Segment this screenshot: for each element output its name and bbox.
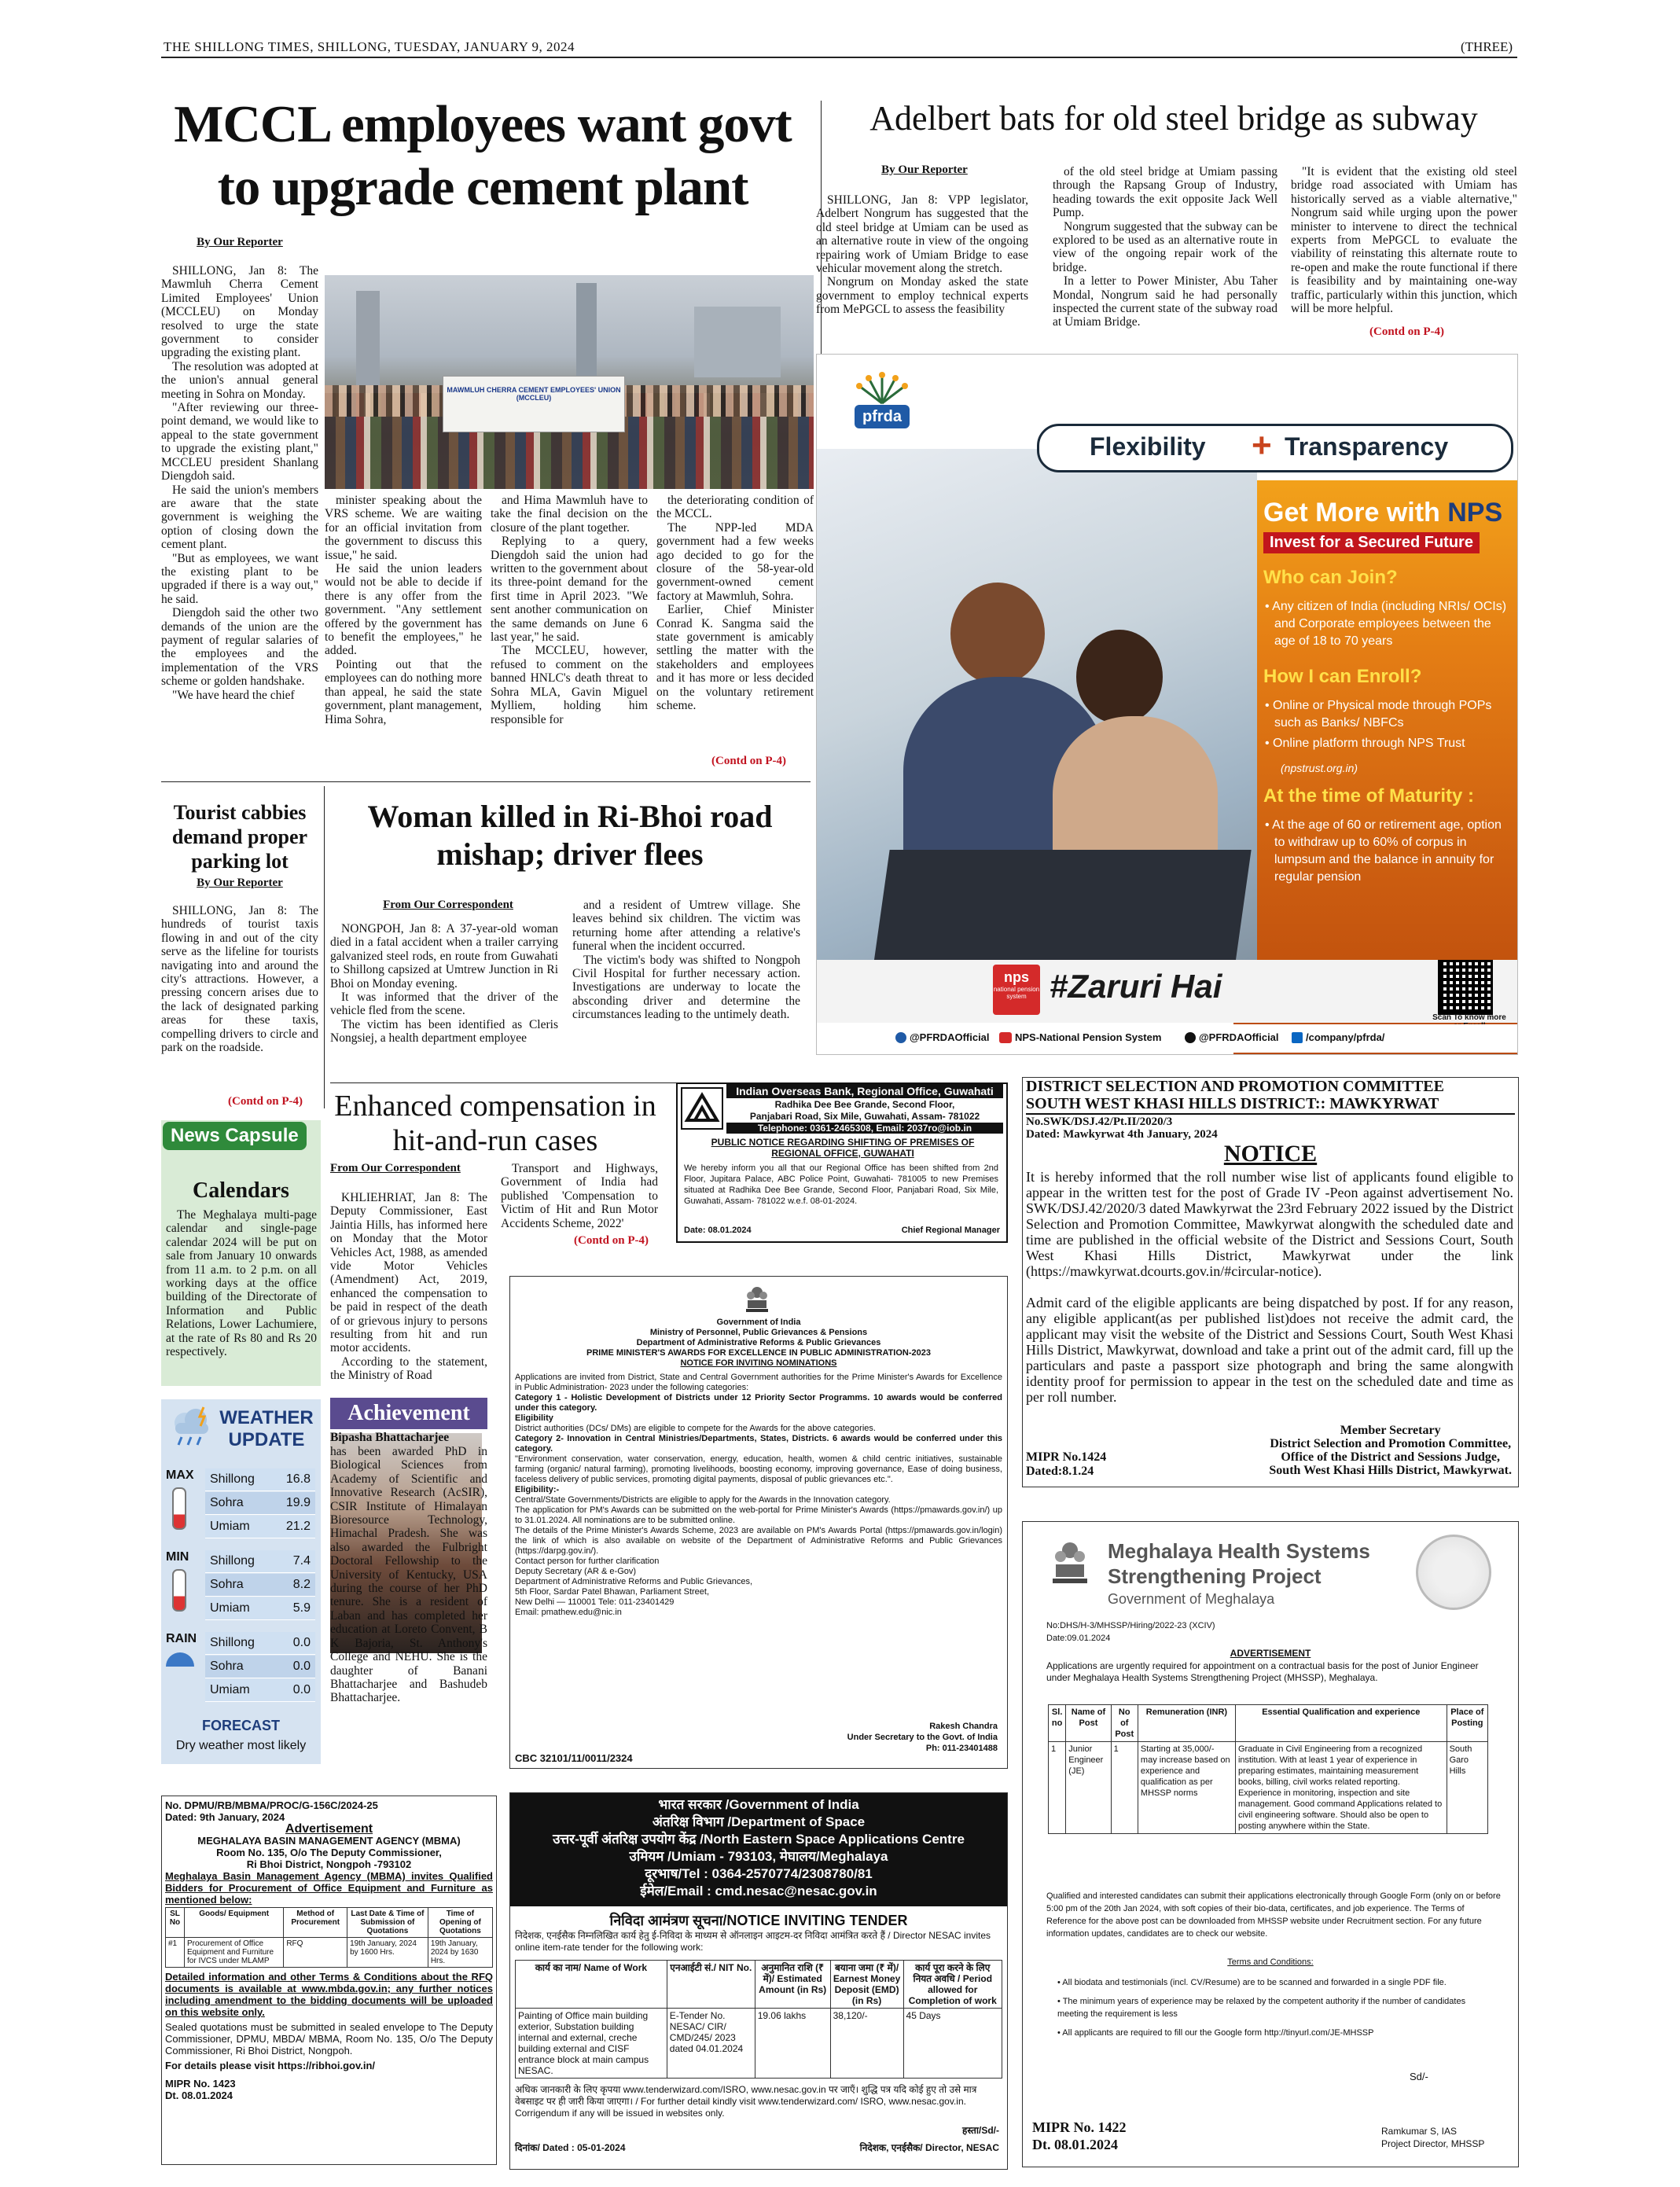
meghalaya-emblem-icon <box>1046 1538 1094 1593</box>
umbrella-icon <box>166 1652 194 1667</box>
dspc-sign3: Office of the District and Sessions Judge, <box>1281 1450 1501 1464</box>
paragraph: According to the statement, the Ministry of Road <box>330 1354 487 1383</box>
mhssp-apply: Qualified and interested candidates can submit their applications electronically through Google Form (only on or before 5:00 pm of the 20th Jan 2024, with soft copies of their bio-data, certificates, and job experience. The Terms of Reference for the above post can be downloaded from MHSSP website under Recruitment section. For any future information updates, candidates are to check our website. <box>1046 1891 1501 1939</box>
goi-paragraph: Applications are invited from District, State and Central Government authorities for the Prime Minister's Awards for Excellence in Public Administration- 2023 under the following categories: <box>515 1373 1002 1392</box>
goi-paragraph: Eligibility <box>515 1413 553 1423</box>
nesac-l4: उमियम /Umiam - 793103, मेघालय/Meghalaya <box>629 1849 888 1864</box>
mbma-intro: Meghalaya Basin Management Agency (MBMA) invites Qualified Bidders for Procurement of Office Equipment and Furniture as mentioned below: <box>165 1870 493 1906</box>
mhssp-ref: No:DHS/H-3/MHSSP/Hiring/2022-23 (XCIV) <box>1046 1621 1215 1630</box>
forecast-text: Dry weather most likely <box>175 1739 307 1752</box>
tourist-byline: By Our Reporter <box>197 877 283 889</box>
nesac-l2: अंतरिक्ष विभाग /Department of Space <box>652 1814 866 1829</box>
nps-headline-a: Get More with <box>1263 498 1448 527</box>
bullet-item: • Any citizen of India (including NRIs/ OCIs) and Corporate employees between the age of 18 to 70 years <box>1265 600 1507 648</box>
paragraph: Earlier, Chief Minister Conrad K. Sangma said the state government is amicably settling the matter with the stakeholders and employees and it has more or less decided on the voluntary retirement scheme. <box>656 603 814 713</box>
mbma-table <box>165 1907 493 1968</box>
tourist-divider <box>324 786 325 1108</box>
mhssp-logo-icon <box>1416 1535 1491 1610</box>
nps-ad <box>816 354 1518 1055</box>
table-header-cell: Name of Post <box>1066 1705 1111 1742</box>
goi-paragraph: The details of the Prime Minister's Awards Scheme, 2023 are available on PM's Awards Portal (https://pmawards.gov.in/login) the link of which is also available on website of the Department of Administrative Reforms and Public Grievances (https://darpg.gov.in/). <box>515 1526 1002 1556</box>
table-cell: Procurement of Office Equipment and Furniture for IVCS under MLAMP <box>185 1938 284 1968</box>
dspc-body2: Admit card of the eligible applicants are being dispatched by post. If for any reason, any eligible applicant(as per published list)does not receive the admit card, the applicant may visit the website of the District and Sessions Court, South West Khasi Hills District, Mawkyrwat, download and take a print out of the admit card, fill up the particulars and paste a passport size photograph and bring the same alongwith identity proof for permission to appear in the test on the scheduled date and time as per roll number. <box>1026 1295 1513 1405</box>
nesac-dir: निदेशक, एनईसैक/ Director, NESAC <box>859 2142 999 2153</box>
table-header-cell: No of Post <box>1111 1705 1138 1742</box>
dspc-dated: Dated: Mawkyrwat 4th January, 2024 <box>1026 1128 1218 1141</box>
iob-notice-title: PUBLIC NOTICE REGARDING SHIFTING OF PREMISES OF REGIONAL OFFICE, GUWAHATI <box>711 1137 975 1159</box>
iob-ad <box>676 1082 1008 1243</box>
paragraph: KHLIEHRIAT, Jan 8: The Deputy Commissioner, East Jaintia Hills, has informed here on Monday that the Motor Vehicles Act, 1988, as amended vide Motor Vehicles (Amendment) Act, 2019, enhanced the compensation to be paid in respect of the death of or grievous injury to persons resulting from hit and run motor accidents. <box>330 1191 487 1355</box>
weather-value: 0.0 <box>292 1683 311 1696</box>
maturity-title: At the time of Maturity : <box>1263 785 1474 807</box>
mbma-dt: Dt. 08.01.2024 <box>165 2090 233 2101</box>
table-header-cell: Last Date & Time of Submission of Quotations <box>347 1908 428 1938</box>
mbma-mipr: MIPR No. 1423 <box>165 2078 236 2090</box>
goi-h5: NOTICE FOR INVITING NOMINATIONS <box>680 1358 837 1368</box>
nesac-table <box>515 1960 1002 2079</box>
goi-paragraph: Category 2- Innovation in Central Ministries/Departments, States, Districts. 6 awards would be conferred under this category. <box>515 1434 1002 1454</box>
paragraph: Nongrum suggested that the subway can be explored to be used as an alternative route in view of the ongoing repair work of the bridge. <box>1053 219 1277 274</box>
mccl-headline: MCCL employees want govt to upgrade cement plant <box>174 95 792 216</box>
paragraph: SHILLONG, Jan 8: The hundreds of tourist taxis flowing in and out of the city serve as the lifeline for tourists navigating into and around the city's attractions. However, a pressing concern arises due to the lack of designated parking areas for these taxis, compelling drivers to circle and park on the roadside. <box>161 904 318 1055</box>
paragraph: "It is evident that the existing old steel bridge road associated with Umiam has historically served as a viable alternative," Nongrum said while urging upon the power minister to intervene to direct the technical experts from MePGCL to evaluate the viability of reinstating this alternate route to re-open and make the route functional if there is feasibility and by maintaining one-way traffic, particularly within this junction, which will be more helpful. <box>1291 165 1517 316</box>
table-header-cell: Essential Qualification and experience <box>1235 1705 1447 1742</box>
paragraph: NONGPOH, Jan 8: A 37-year-old woman died in a fatal accident when a trailer carrying galvanized steel rods, en route from Guwahati to Shillong capsized at Umtrew Junction in Ri Bhoi on Monday evening. <box>330 922 558 991</box>
tourist-body <box>161 904 318 1054</box>
paragraph: It was informed that the driver of the vehicle fled from the scene. <box>330 991 558 1018</box>
dspc-ref: No.SWK/DSJ.42/Pt.II/2020/3 <box>1026 1116 1173 1128</box>
nps-photo <box>817 449 1257 991</box>
hitrun-headline: Enhanced compensation in hit-and-run cases <box>334 1090 656 1157</box>
table-header-cell: SL No <box>166 1908 185 1938</box>
weather-value: 5.9 <box>292 1601 311 1615</box>
iob-phone: Telephone: 0361-2465308, Email: 2037ro@iob.in <box>726 1123 1003 1134</box>
weather-row <box>205 1468 315 1491</box>
table-header-cell: अनुमानित राशि (₹ में)/ Estimated Amount (in Rs) <box>755 1961 830 2009</box>
flex-pill <box>1037 424 1513 472</box>
pill-plus: + <box>1252 426 1272 465</box>
hitrun-col2 <box>501 1162 658 1230</box>
social-facebook-icon <box>895 1032 906 1043</box>
table-cell: Graduate in Civil Engineering from a recognized institution. With at least 1 year of experience in preparing estimates, maintaining measurement books, billing, civil works related reporting. Experience in monitoring, inspection and site management. Good command Applications related to civil engineering software. Should also be open to posting anywhere within the State. <box>1235 1742 1447 1834</box>
mhssp-terms <box>1057 1976 1498 2045</box>
weather-station: Sohra <box>210 1578 244 1591</box>
mbma-note1: Detailed information and other Terms & Conditions about the RFQ documents is available at www.mbda.gov.in; any further notices including amendment to the bidding documents will be uploaded on this website only. <box>165 1971 493 2018</box>
nesac-date: दिनांक/ Dated : 05-01-2024 <box>515 2142 626 2153</box>
goi-paragraph: District authorities (DCs/ DMs) are eligible to compete for the Awards for the above categories. <box>515 1424 876 1433</box>
table-cell: 19th January, 2024 by 1630 Hrs. <box>428 1938 492 1968</box>
goi-paragraph: Contact person for further clarification <box>515 1557 660 1566</box>
weather-group-label: MAX <box>166 1468 194 1482</box>
nps-logo-box <box>993 965 1040 1015</box>
tourist-headline: Tourist cabbies demand proper parking lot <box>171 801 308 873</box>
masthead-right: (THREE) <box>1461 39 1513 54</box>
dspc-ad <box>1022 1077 1519 1487</box>
weather-station: Shillong <box>210 1472 255 1486</box>
paragraph: The resolution was adopted at the union's annual general meeting in Sohra on Monday. <box>161 359 318 401</box>
cloud-rain-icon <box>167 1406 216 1450</box>
mbma-note2: Sealed quotations must be submitted in sealed envelope to The Deputy Commissioner, DPMU, MBDA/ MBMA, Room No. 135, O/o The Deputy Commissioner, Ri Bhoi District, Nongpoh. <box>165 2021 493 2057</box>
table-cell: South Garo Hills <box>1447 1742 1487 1834</box>
weather-value: 8.2 <box>292 1578 311 1591</box>
goi-paragraph: New Delhi — 110001 Tele: 011-23401429 <box>515 1597 675 1607</box>
mhssp-signer-title: Project Director, MHSSP <box>1381 2138 1485 2149</box>
iob-body: We hereby inform you all that our Regional Office has been shifted from 2nd Floor, Jupitara Palace, ABC Police Point, Guwahati- 781005 to new Premises situated at Radhika Dee Bee Grande, Second Floor, Panjabari Road, Six Mile, Guwahati, Assam- 781022 w.e.f. 08-01-2024. <box>684 1163 998 1206</box>
goi-paragraph: Email: pmathew.edu@nic.in <box>515 1608 622 1617</box>
nesac-l3: उत्तर-पूर्वी अंतरिक्ष उपयोग केंद्र /North Eastern Space Applications Centre <box>553 1832 965 1847</box>
mhssp-t2: Strengthening Project <box>1108 1564 1322 1588</box>
nesac-l6: ईमेल/Email : cmd.nesac@nesac.gov.in <box>640 1884 877 1898</box>
goi-paragraph: The application for PM's Awards can be submitted on the web-portal for Prime Minister's Awards (https://pmawards.gov.in/) up to 31.01.2024. All nominations are to be submitted online. <box>515 1505 1002 1525</box>
paragraph: and Hima Mawmluh have to take the final decision on the closure of the plant together. <box>491 494 648 535</box>
mccl-contd: (Contd on P-4) <box>711 755 787 767</box>
table-cell: 19th January, 2024 by 1600 Hrs. <box>347 1938 428 1968</box>
table-cell: Junior Engineer (JE) <box>1066 1742 1111 1834</box>
enroll-items <box>1263 697 1507 755</box>
mid-divider <box>161 781 811 782</box>
goi-paragraph: Department of Administrative Reforms and Public Grievances, <box>515 1577 753 1586</box>
thermometer-icon <box>172 1569 186 1612</box>
goi-h2: Ministry of Personnel, Public Grievances & Pensions <box>649 1328 868 1337</box>
iob-addr2: Panjabari Road, Six Mile, Guwahati, Assam- 781022 <box>749 1111 980 1122</box>
dspc-sign2: District Selection and Promotion Committee, <box>1270 1437 1512 1450</box>
table-cell: 1 <box>1111 1742 1138 1834</box>
nesac-sd: हस्ता/Sd/- <box>962 2125 999 2136</box>
weather-value: 19.9 <box>285 1496 311 1509</box>
paragraph: and a resident of Umtrew village. She leaves behind six children. The victim was returning home after attending a relative's funeral when the incident occurred. <box>572 899 800 954</box>
goi-ad <box>509 1276 1008 1769</box>
table-header-cell: एनआईटी सं./ NIT No. <box>667 1961 755 2009</box>
enroll-title: How I can Enroll? <box>1263 666 1422 687</box>
mhssp-t3: Government of Meghalaya <box>1108 1591 1275 1607</box>
adelbert-contd: (Contd on P-4) <box>1369 325 1445 338</box>
mccl-col2 <box>325 494 482 726</box>
woman-col2 <box>572 899 800 1022</box>
weather-station: Shillong <box>210 1554 255 1568</box>
paragraph: "We have heard the chief <box>172 688 295 702</box>
hitrun-col1 <box>330 1191 487 1383</box>
social-linkedin-icon <box>1292 1032 1303 1043</box>
paragraph: Transport and Highways, Government of India had published 'Compensation to Victim of Hit and Run Motor Accidents Scheme, 2022' <box>501 1162 658 1230</box>
paragraph: "After reviewing our three-point demand, we would like to appeal to the state government to upgrade the existing plant," MCCLEU president Shanlang Diengdoh said. <box>161 401 318 483</box>
dspc-mipr: MIPR No.1424 <box>1026 1450 1107 1464</box>
goi-paragraph: Category 1 - Holistic Development of Districts under 12 Priority Sector Programms. 10 awards would be conferred under this category. <box>515 1393 1002 1413</box>
dspc-notice: NOTICE <box>1223 1141 1318 1167</box>
table-header-cell: Sl. no <box>1049 1705 1066 1742</box>
emblem-icon <box>741 1283 773 1314</box>
scan-text: Scan To know more <box>1432 1013 1506 1022</box>
join-title: Who can Join? <box>1263 567 1398 588</box>
weather-value: 16.8 <box>285 1472 311 1486</box>
adelbert-col3 <box>1291 165 1517 315</box>
masthead-rule <box>161 57 1517 58</box>
paragraph: the deteriorating condition of the MCCL. <box>656 494 814 521</box>
social-1: @PFRDAOfficial <box>910 1031 990 1043</box>
mccl-photo <box>325 275 814 489</box>
terms-item: • All biodata and testimonials (incl. CV/Resume) are to be scanned and forwarded in a single PDF file. <box>1057 1978 1447 1987</box>
dspc-sign4: South West Khasi Hills District, Mawkyrwat. <box>1269 1464 1512 1477</box>
mhssp-t1: Meghalaya Health Systems <box>1108 1539 1370 1563</box>
weather-row <box>205 1679 315 1702</box>
paragraph: Nongrum on Monday asked the state government to employ technical experts from MePGCL to assess the feasibility <box>816 275 1028 317</box>
dspc-title1: DISTRICT SELECTION AND PROMOTION COMMITTEE <box>1026 1078 1444 1095</box>
terms-item: • All applicants are required to fill our the Google form http://tinyurl.com/JE-MHSSP <box>1057 2028 1374 2038</box>
goi-paras <box>515 1373 1002 1618</box>
goi-signer-title: Under Secretary to the Govt. of India <box>847 1733 998 1742</box>
paragraph: The victim's body was shifted to Nongpoh Civil Hospital for further necessary action. Investigations are underway to locate the absconding driver and determine the circumstances leading to the untimely death. <box>572 953 800 1022</box>
mhssp-terms-title: Terms and Conditions: <box>1227 1957 1314 1967</box>
bullet-item: • At the age of 60 or retirement age, option to withdraw up to 60% of corpus in lumpsum and the balance in annuity for regular pension <box>1265 818 1502 884</box>
goi-signer-ph: Ph: 011-23401488 <box>925 1744 998 1753</box>
mhssp-sd: Sd/- <box>1410 2071 1428 2082</box>
mbma-ad <box>161 1796 497 2165</box>
nps-social-bar <box>817 1024 1517 1053</box>
paragraph: of the old steel bridge at Umiam passing through the Rapsang Group of Industry, heading towards the exit opposite Jack Well Pump. <box>1053 165 1277 220</box>
social-2: NPS-National Pension System <box>1015 1031 1162 1043</box>
table-header-cell: Method of Procurement <box>284 1908 347 1938</box>
nps-sub: Invest for a Secured Future <box>1263 532 1480 553</box>
enroll-link: (npstrust.org.in) <box>1281 762 1358 774</box>
paragraph: SHILLONG, Jan 8: VPP legislator, Adelbert Nongrum has suggested that the old steel bridge at Umiam can be used as an alternative route in view of the ongoing repairing work of Umiam Bridge to ease vehicular movement along the stretch. <box>816 193 1028 276</box>
goi-cbc: CBC 32101/11/0011/2324 <box>515 1752 633 1764</box>
woman-headline: Woman killed in Ri-Bhoi road mishap; driver flees <box>367 799 773 872</box>
weather-row <box>205 1574 315 1597</box>
paragraph: The victim has been identified as Cleris Nongsiej, a health department employee <box>330 1017 558 1046</box>
pill-right: Transparency <box>1285 432 1449 461</box>
table-cell: 45 Days <box>903 2009 1002 2079</box>
table-header-cell: कार्य का नाम/ Name of Work <box>516 1961 667 2009</box>
nesac-intro: निदेशक, एनईसैक निम्नलिखित कार्य हेतु ई-निविदा के माध्यम से ऑनलाइन आइटम-दर निविदा आमंत्रित करते हैं / Director NESAC invites online item-rate tender for the following work: <box>515 1930 991 1953</box>
dspc-sign1: Member Secretary <box>1340 1424 1441 1437</box>
paragraph: In a letter to Power Minister, Abu Taher Mondal, Nongrum said he had personally inspected the current state of the subway road at Umiam Bridge. <box>1053 274 1277 329</box>
news-capsule-title: Calendars <box>193 1178 289 1203</box>
weather-box <box>161 1399 321 1764</box>
join-items <box>1263 598 1507 653</box>
mhssp-ad <box>1022 1521 1519 2167</box>
nesac-foot: अधिक जानकारी के लिए कृपया www.tenderwizard.com/ISRO, www.nesac.gov.in पर जाएँ। शुद्धि पत्र यदि कोई हुए तो उसे मात्र वेबसाइट पर ही जारी किया जाएगा। / For further detail kindly visit www.tenderwizard.com/ ISRO, www.nesac.gov.in. Corrigendum if any will be issued in websites only. <box>515 2084 977 2119</box>
weather-value: 0.0 <box>292 1636 311 1649</box>
weather-title-b: UPDATE <box>228 1429 305 1450</box>
nps-headline <box>1263 498 1502 528</box>
goi-h3: Department of Administrative Reforms & Public Grievances <box>636 1338 881 1347</box>
table-header-cell: Goods/ Equipment <box>185 1908 284 1938</box>
social-3: @PFRDAOfficial <box>1199 1031 1279 1043</box>
iob-date: Date: 08.01.2024 <box>684 1226 752 1235</box>
nps-headline-b: NPS <box>1447 498 1503 527</box>
social-x-icon <box>1185 1032 1196 1043</box>
table-header-cell: कार्य पूरा करने के लिए नियत अवधि / Period allowed for Completion of work <box>903 1961 1002 2009</box>
weather-station: Shillong <box>210 1636 255 1649</box>
mhssp-dt: Dt. 08.01.2024 <box>1032 2137 1118 2152</box>
mbma-ref: No. DPMU/RB/MBMA/PROC/G-156C/2024-25 <box>165 1799 378 1811</box>
paragraph: He said the union's members are aware that the state government is weighing the option of closing down the cement plant. <box>161 483 318 552</box>
weather-station: Umiam <box>210 1520 250 1533</box>
weather-station: Umiam <box>210 1601 250 1615</box>
woman-col1 <box>330 922 558 1046</box>
nps-tagline: #Zaruri Hai <box>1050 968 1222 1005</box>
mccl-byline: By Our Reporter <box>197 236 283 248</box>
pfrda-logo-text: pfrda <box>862 408 902 425</box>
nps-logo-text: nps <box>1003 969 1029 985</box>
pfrda-logo <box>847 367 917 438</box>
mccl-banner-text: MAWMLUH CHERRA CEMENT EMPLOYEES' UNION (MCCLEU) <box>447 386 621 402</box>
social-youtube-icon <box>999 1032 1012 1043</box>
news-capsule-box <box>161 1120 321 1386</box>
weather-value: 0.0 <box>292 1660 311 1673</box>
mbma-org1: MEGHALAYA BASIN MANAGEMENT AGENCY (MBMA) <box>197 1835 461 1847</box>
paragraph: "But as employees, we want the existing plant to be upgraded if there is a way out," he said. <box>161 551 318 606</box>
maturity-items <box>1263 817 1507 889</box>
goi-paragraph: Eligibility:- <box>515 1485 560 1494</box>
paragraph: Replying to a query, Diengdoh said the union had written to the government about its three-point demand for the first time in April 2023. "We sent another communication on the same demands on June 6 last year," he said. <box>491 535 648 645</box>
terms-item: • The minimum years of experience may be relaxed by the competent authority if the number of candidates meeting the requirement is less <box>1057 1997 1466 2019</box>
tourist-contd: (Contd on P-4) <box>228 1095 303 1108</box>
mbma-org2: Room No. 135, O/o The Deputy Commissioner, <box>216 1847 442 1858</box>
weather-row <box>205 1597 315 1620</box>
pill-left: Flexibility <box>1090 432 1206 461</box>
masthead-left: THE SHILLONG TIMES, SHILLONG, TUESDAY, JANUARY 9, 2024 <box>164 39 575 54</box>
thermometer-icon <box>172 1487 186 1530</box>
iob-sign: Chief Regional Manager <box>901 1226 1000 1235</box>
adelbert-col2 <box>1053 165 1277 329</box>
mbma-adv: Advertisement <box>285 1822 373 1836</box>
weather-group-label: RAIN <box>166 1632 197 1645</box>
table-header-cell: Place of Posting <box>1447 1705 1487 1742</box>
news-capsule-label: News Capsule <box>163 1122 307 1150</box>
news-capsule-body: The Meghalaya multi-page calendar and single-page calendar 2024 will be put on sale from January 10 onwards from 11 a.m. to 2 p.m. on all working days at the office building of the Directorate of Information and Public Relations, Lower Lachumiere, at the rate of Rs 80 and Rs 20 respectively. <box>166 1208 317 1359</box>
mbma-note3: For details please visit https://ribhoi.gov.in/ <box>165 2060 376 2071</box>
paragraph: SHILLONG, Jan 8: The Mawmluh Cherra Cement Limited Employees' Union (MCCLEU) on Monday resolved to urge the state government to consider upgrading the existing plant. <box>161 264 318 360</box>
hitrun-byline: From Our Correspondent <box>330 1162 461 1174</box>
mbma-dated: Dated: 9th January, 2024 <box>165 1811 285 1823</box>
forecast-title: FORECAST <box>202 1718 280 1733</box>
mhssp-mipr: MIPR No. 1422 <box>1032 2119 1127 2135</box>
achievement-body: has been awarded PhD in Biological Sciences from Academy of Scientific and Innovative Research (AcSIR), CSIR Institute of Himalayan Bioresource Technology, Himachal Pradesh. She was also awarded the Fulbright Doctoral Fellowship to the University of Kentucky, USA during the course of her PhD tenure. She is a resident of Laban and has completed her education at Loreto Convent, B K Bajoria, St. Anthony's College and NEHU. She is the daughter of Banani Bhattacharjee and Bashudeb Bhattacharjee. <box>330 1445 487 1705</box>
table-cell: Starting at 35,000/- may increase based on experience and qualification as per MHSSP norms <box>1138 1742 1235 1834</box>
nesac-title: निविदा आमंत्रण सूचना/NOTICE INVITING TENDER <box>609 1913 908 1928</box>
weather-station: Sohra <box>210 1496 244 1509</box>
nps-bottom-band <box>817 960 1517 1023</box>
mhssp-adv: ADVERTISEMENT <box>1230 1648 1311 1659</box>
nps-logo-sub: national pension system <box>993 986 1040 1000</box>
iob-addr1: Radhika Dee Bee Grande, Second Floor, <box>774 1099 955 1110</box>
weather-value: 7.4 <box>292 1554 311 1568</box>
paragraph: Diengdoh said the other two demands of the union are the payment of regular salaries of the employees and the implementation of the VRS scheme or golden handshake. <box>161 606 318 689</box>
mbma-org3: Ri Bhoi District, Nongpoh -793102 <box>246 1858 412 1870</box>
weather-row <box>205 1632 315 1655</box>
table-cell: Painting of Office main building exterior, Substation building internal and external, creche building external and CISF entrance block at main campus NESAC. <box>516 2009 667 2079</box>
achievement-label: Achievement <box>330 1398 487 1429</box>
adelbert-byline: By Our Reporter <box>881 164 968 176</box>
nesac-l5: दूरभाष/Tel : 0364-2570774/2308780/81 <box>645 1866 873 1881</box>
goi-paragraph: "Environment conservation, water conservation, energy, education, health, women & child centric initiatives, sustainable farming (organic/ natural farming), promoting livelihoods, boosting economy, improving governance, Ease of doing business, faceless delivery of public services, promoting digital payments, disposal of public grievances etc.". <box>515 1454 1002 1484</box>
weather-row <box>205 1516 315 1538</box>
goi-signer: Rakesh Chandra <box>929 1722 998 1731</box>
weather-row <box>205 1492 315 1515</box>
goi-h4: PRIME MINISTER'S AWARDS FOR EXCELLENCE IN PUBLIC ADMINISTRATION-2023 <box>586 1348 931 1358</box>
mhssp-date: Date:09.01.2024 <box>1046 1634 1111 1643</box>
table-cell: RFQ <box>284 1938 347 1968</box>
weather-station: Umiam <box>210 1683 250 1696</box>
goi-paragraph: Deputy Secretary (AR & e-Gov) <box>515 1567 637 1576</box>
paragraph: Pointing out that the employees can do nothing more than appeal, he said the state government, plant management, Hima Sohra, <box>325 657 482 726</box>
goi-paragraph: Central/State Governments/Districts are eligible to apply for the Awards in the Innovation category. <box>515 1495 891 1505</box>
weather-group-label: MIN <box>166 1550 189 1564</box>
mhssp-intro: Applications are urgently required for appointment on a contractual basis for the post of Junior Engineer under Meghalaya Health Systems Strengthening Project (MHSSP), Meghalaya. <box>1046 1660 1479 1683</box>
paragraph: minister speaking about the VRS scheme. We are waiting for an official invitation from the government to discuss this issue," he said. <box>325 494 482 562</box>
mhssp-signer: Ramkumar S, IAS <box>1381 2126 1458 2137</box>
weather-title-a: WEATHER <box>219 1407 314 1428</box>
dspc-body1: It is hereby informed that the roll number wise list of applicants found eligible to appear in the written test for the post of Grade IV -Peon against advertisement No. SWK/DSJ.42/2020/3 dated Mawkyrwat the 23rd February 2022 issued by the District Selection and Promotion Committee, Mawkyrwat alongwith the scheduled date and time are published in the official website of the District and Sessions Court, South West Khasi Hills District, Mawkyrwat under the link (https://mawkyrwat.dcourts.gov.in/#circular-notice). <box>1026 1169 1513 1279</box>
paragraph: The NPP-led MDA government had a few weeks ago decided to go for the closure of the 58-year-old government-owned cement factory at Mawmluh, Sohra. <box>656 520 814 603</box>
table-cell: E-Tender No. NESAC/ CIR/ CMD/245/ 2023 dated 04.01.2024 <box>667 2009 755 2079</box>
weather-row <box>205 1550 315 1573</box>
iob-logo-icon <box>681 1087 723 1130</box>
achievement-name: Bipasha Bhattacharjee <box>330 1431 450 1444</box>
mccl-col1 <box>161 264 318 775</box>
adelbert-headline: Adelbert bats for old steel bridge as subway <box>869 99 1478 138</box>
weather-row <box>205 1656 315 1678</box>
bullet-item: • Online or Physical mode through POPs such as Banks/ NBFCs <box>1265 699 1492 730</box>
weather-station: Sohra <box>210 1660 244 1673</box>
woman-byline: From Our Correspondent <box>383 899 513 911</box>
mccl-col4 <box>656 494 814 713</box>
goi-paragraph: 5th Floor, Sardar Patel Bhawan, Parliament Street, <box>515 1587 710 1597</box>
table-cell: #1 <box>166 1938 185 1968</box>
paragraph: The MCCLEU, however, refused to comment on the banned HNLC's death threat to Sohra MLA, Gavin Miguel Mylliem, holding him responsible for <box>491 644 648 726</box>
hitrun-contd: (Contd on P-4) <box>574 1234 649 1247</box>
weather-value: 21.2 <box>285 1520 311 1533</box>
paragraph: He said the union leaders would not be able to decide if there is any offer from the government. "Any settlement offered by the government has to benefit the employees," he added. <box>325 562 482 658</box>
table-header-cell: Remuneration (INR) <box>1138 1705 1235 1742</box>
social-4: /company/pfrda/ <box>1306 1031 1385 1043</box>
qr-code <box>1438 960 1493 1015</box>
table-header-cell: Time of Opening of Quotations <box>428 1908 492 1938</box>
adelbert-col1 <box>816 193 1028 317</box>
table-cell: 1 <box>1049 1742 1066 1834</box>
bullet-item: • Online platform through NPS Trust <box>1265 737 1465 750</box>
dspc-date: Dated:8.1.24 <box>1026 1465 1094 1478</box>
dspc-title2: SOUTH WEST KHASI HILLS DISTRICT:: MAWKYRWAT <box>1026 1095 1515 1115</box>
nesac-l1: भारत सरकार /Government of India <box>658 1797 859 1812</box>
goi-h1: Government of India <box>716 1318 801 1327</box>
table-cell: 19.06 lakhs <box>755 2009 830 2079</box>
mccl-col3 <box>491 494 648 726</box>
table-cell: 38,120/- <box>830 2009 903 2079</box>
table-header-cell: बयाना जमा (₹ में)/ Earnest Money Deposit (EMD) (in Rs) <box>830 1961 903 2009</box>
iob-title: Indian Overseas Bank, Regional Office, Guwahati <box>726 1084 1003 1098</box>
mhssp-table <box>1048 1704 1488 1834</box>
nesac-ad <box>509 1792 1008 2170</box>
